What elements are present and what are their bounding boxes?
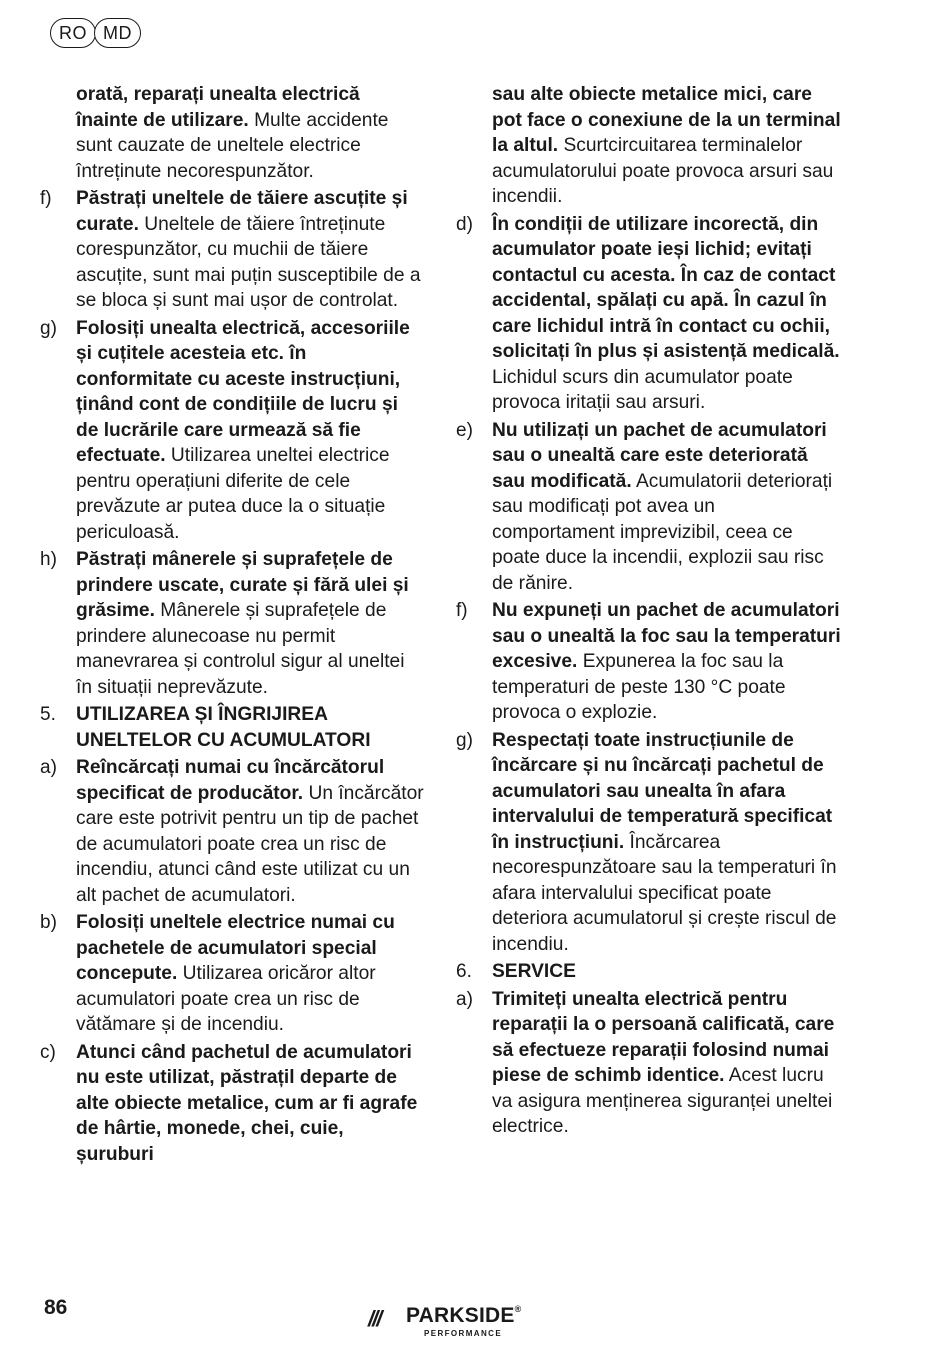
parkside-logo [368, 1303, 528, 1343]
list-item-b [40, 910, 424, 1038]
section-number: 6. [456, 961, 472, 982]
list-marker: b) [40, 912, 57, 933]
list-marker: a) [40, 757, 57, 778]
list-item-bold: Nu expuneți un pachet de acumulatori sau o unealtă la foc sau la temperaturi excesive. [492, 600, 841, 672]
continued-paragraph [492, 82, 841, 210]
logo-brand-text: PARKSIDE [406, 1304, 515, 1327]
section-heading-6 [456, 959, 841, 985]
list-marker: h) [40, 549, 57, 570]
list-item-bold: Atunci când pachetul de acumulatori nu este utilizat, păstrațil departe de alte obiecte metalice, cum ar fi agrafe de hârtie, monede, chei, cuie, șuruburi [76, 1041, 418, 1165]
list-item-bold: Reîncărcați numai cu încărcătorul specificat de producător. [76, 757, 385, 804]
list-item-text [76, 547, 424, 700]
list-item-bold: Nu utilizați un pachet de acumulatori sau o unealtă care este deteriorată sau modificată. [492, 419, 827, 492]
list-item-normal: Utilizarea uneltei electrice pentru operațiuni diferite de cele prevăzute ar putea duce la o situație periculoasă. [76, 445, 390, 543]
list-item-normal: Lichidul scurs din acumulator poate provoca iritații sau arsuri. [492, 366, 793, 413]
list-item-e [456, 418, 841, 597]
list-item-bold: Folosiți uneltele electrice numai cu pachetele de acumulatori special concepute. [76, 912, 395, 984]
list-item-normal: Încărcarea necorespunzătoare sau la temperaturi în afara intervalului specificat poate deteriora acumulatorul și crește riscul de incendiu. [492, 831, 837, 955]
list-item-text [76, 316, 424, 546]
list-item-h [40, 547, 424, 700]
language-badges [50, 18, 139, 48]
list-item-bold: Păstrați uneltele de tăiere ascuțite și curate. [76, 188, 408, 235]
list-item-f [456, 598, 841, 726]
list-marker: c) [40, 1041, 56, 1063]
section-heading-5 [40, 702, 424, 753]
list-item-normal: Acumulatorii deteriorați sau modificați pot avea un comportament imprevizibil, ceea ce poate duce la incendii, explozii sau risc de rănire. [492, 470, 833, 594]
logo-slashes: /// [368, 1306, 381, 1331]
list-marker: a) [456, 988, 473, 1010]
list-marker: d) [456, 213, 473, 235]
continued-paragraph-text: Scurtcircuitarea terminalelor acumulatorului poate provoca arsuri sau incendii. [492, 135, 834, 207]
continued-paragraph [76, 82, 424, 184]
list-marker: e) [456, 419, 473, 441]
list-item-f [40, 186, 424, 314]
list-item-text [492, 987, 841, 1140]
list-item-text [492, 728, 841, 958]
list-item-normal: Utilizarea oricăror altor acumulatori poate crea un risc de vătămare și de incendiu. [76, 963, 376, 1035]
list-marker: g) [40, 317, 57, 339]
list-item-normal: Mânerele și suprafețele de prindere alunecoase nu permit manevrarea și controlul sigur al uneltei în situații neprevăzute. [76, 600, 405, 698]
list-item-bold: Respectați toate instrucțiunile de încărcare și nu încărcați pachetul de acumulatori sau unealta în afara intervalului de temperatură specificat în instrucțiuni. [492, 729, 833, 853]
list-item-text [492, 598, 841, 726]
list-item-text [76, 186, 424, 314]
list-item-normal: Acest lucru va asigura menținerea siguranței uneltei electrice. [492, 1065, 833, 1137]
right-column [456, 82, 841, 1142]
list-item-text [492, 418, 841, 597]
list-marker: f) [456, 600, 468, 621]
section-title: UTILIZAREA ȘI ÎNGRIJIREA UNELTELOR CU ACUMULATORI [76, 704, 371, 751]
list-marker: f) [40, 188, 52, 209]
list-item-d [456, 212, 841, 416]
list-marker: g) [456, 729, 473, 751]
logo-subtitle: PERFORMANCE [424, 1329, 503, 1338]
logo-registered-mark: ® [514, 1304, 522, 1314]
list-item-text [492, 212, 841, 416]
continued-paragraph-text: Multe accidente sunt cauzate de uneltele electrice întreținute necorespunzător. [76, 109, 389, 182]
continued-paragraph-bold: orată, reparați unealta electrică înainte de utilizare. [76, 84, 360, 131]
list-item-normal: Expunerea la foc sau la temperaturi de peste 130 °C poate provoca o explozie. [492, 651, 786, 723]
section-number: 5. [40, 704, 56, 725]
continued-paragraph-bold: sau alte obiecte metalice mici, care pot face o conexiune de la un terminal la altul. [492, 84, 841, 156]
list-item-g [40, 316, 424, 546]
list-item-a [456, 987, 841, 1140]
page-number: 86 [44, 1296, 68, 1319]
language-badge-md: MD [94, 18, 141, 48]
list-item-bold: Trimiteți unealta electrică pentru reparații la o persoană calificată, care să efectueze reparații folosind numai piese de schimb identice. [492, 988, 835, 1086]
list-item-text [76, 1040, 424, 1168]
logo-wordmark [406, 1304, 521, 1328]
list-item-bold: Folosiți unealta electrică, accesoriile și cuțitele acesteia etc. în conformitate cu aceste instrucțiuni, ținând cont de condițiile de lucru și de lucrările care urmează să fie efectuate. [76, 317, 410, 466]
list-item-bold: Păstrați mânerele și suprafețele de prindere uscate, curate și fără ulei și grăsime. [76, 549, 409, 621]
list-item-text [76, 910, 424, 1038]
list-item-text [76, 755, 424, 908]
list-item-a [40, 755, 424, 908]
section-title: SERVICE [492, 961, 576, 982]
list-item-normal: Un încărcător care este potrivit pentru un tip de pachet de acumulatori poate crea un risc de incendiu, atunci când este utilizat cu un alt pachet de acumulatori. [76, 782, 424, 906]
left-column [40, 82, 424, 1169]
list-item-c [40, 1040, 424, 1168]
list-item-bold: În condiții de utilizare incorectă, din acumulator poate ieși lichid; evitați contactul cu acesta. În caz de contact accidental, spălați cu apă. În cazul în care lichidul intră în contact cu ochii, solicitați în plus și asistență medicală. [492, 213, 840, 362]
language-badge-ro: RO [50, 18, 96, 48]
list-item-normal: Uneltele de tăiere întreținute corespunzător, cu muchii de tăiere ascuțite, sunt mai puțin susceptibile de a se bloca și sunt mai ușor de controlat. [76, 213, 421, 311]
list-item-g [456, 728, 841, 958]
